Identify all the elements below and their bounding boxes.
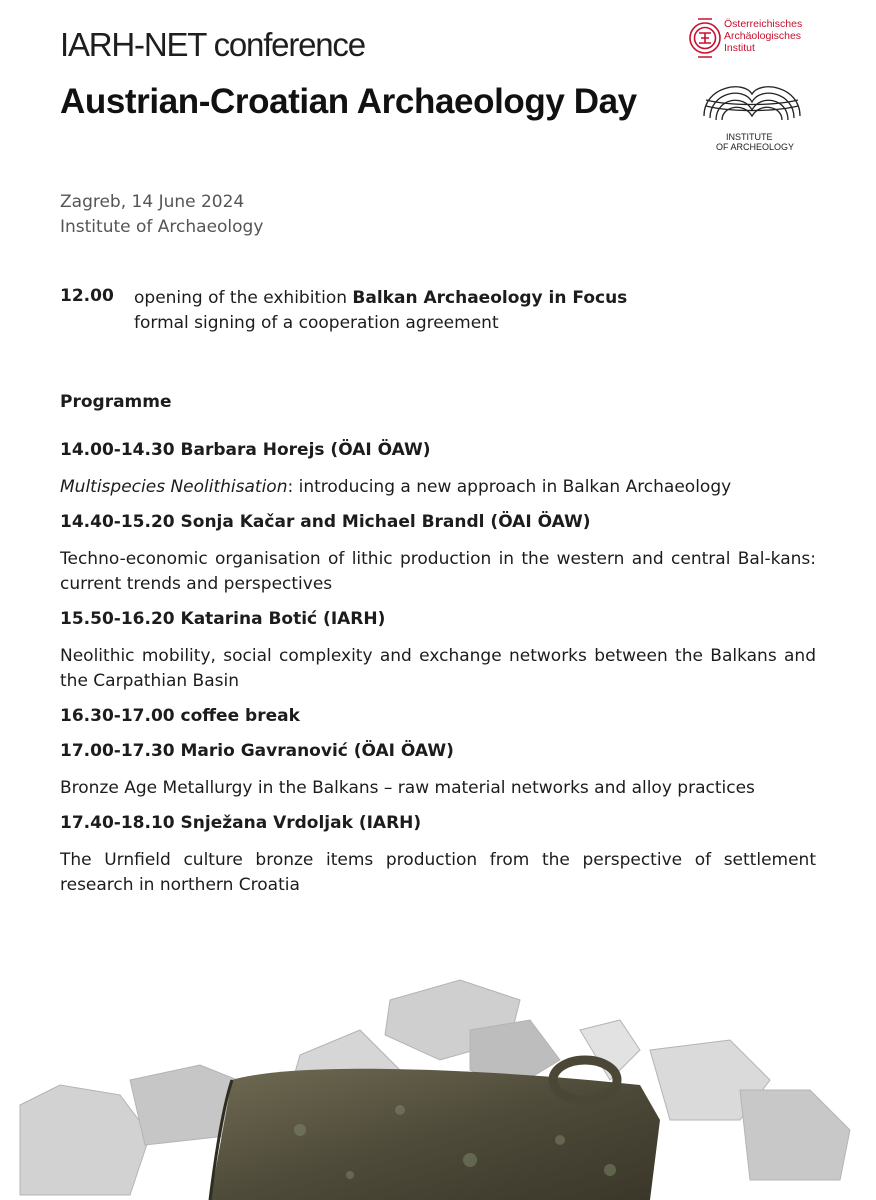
iarh-logo-text: INSTITUTE OF ARCHEOLOGY — [716, 132, 795, 152]
opening-time: 12.00 — [60, 286, 114, 306]
grey-artifact — [20, 1085, 150, 1195]
event-venue: Institute of Archaeology — [60, 217, 264, 237]
talk-head: 17.00-17.30 Mario Gavranović (ÖAI ÖAW) — [60, 741, 454, 761]
talk-head: 15.50-16.20 Katarina Botić (IARH) — [60, 609, 386, 629]
iarh-knot-logo-icon — [700, 76, 804, 128]
talk-head: 14.40-15.20 Sonja Kačar and Michael Brandl (ÖAI ÖAW) — [60, 512, 591, 532]
programme-list — [60, 438, 816, 898]
talk-desc: Techno-economic organisation of lithic production in the western and central Bal-kans: current trends and perspectives — [60, 549, 816, 594]
programme-heading: Programme — [60, 392, 172, 412]
bronze-artifacts-image — [0, 960, 876, 1200]
grey-artifact — [740, 1090, 850, 1180]
page-title: Austrian-Croatian Archaeology Day — [60, 82, 637, 121]
talk-desc: The Urnfield culture bronze items production from the perspective of settlement research in northern Croatia — [60, 850, 816, 895]
talk-desc: Bronze Age Metallurgy in the Balkans – raw material networks and alloy practices — [60, 778, 755, 798]
talk-head: 14.00-14.30 Barbara Horejs (ÖAI ÖAW) — [60, 440, 431, 460]
event-date: Zagreb, 14 June 2024 — [60, 192, 245, 212]
oai-logo-icon — [688, 14, 722, 64]
talk-head: 17.40-18.10 Snježana Vrdoljak (IARH) — [60, 813, 422, 833]
event-info — [60, 190, 263, 240]
oai-logo-text: Österreichisches Archäologisches Institut — [724, 18, 803, 54]
talk-desc: Multispecies Neolithisation: introducing a new approach in Balkan Archaeology — [60, 477, 732, 497]
talk-desc: Neolithic mobility, social complexity and exchange networks between the Balkans and the Carpathian Basin — [60, 646, 816, 691]
exhibition-name: Balkan Archaeology in Focus — [352, 288, 628, 308]
bronze-socketed-axe — [210, 1060, 660, 1200]
coffee-break: 16.30-17.00 coffee break — [60, 706, 300, 726]
conference-label: IARH-NET conference — [60, 26, 365, 63]
opening-details: opening of the exhibition Balkan Archaeology in Focus formal signing of a cooperation agreement — [134, 288, 628, 333]
